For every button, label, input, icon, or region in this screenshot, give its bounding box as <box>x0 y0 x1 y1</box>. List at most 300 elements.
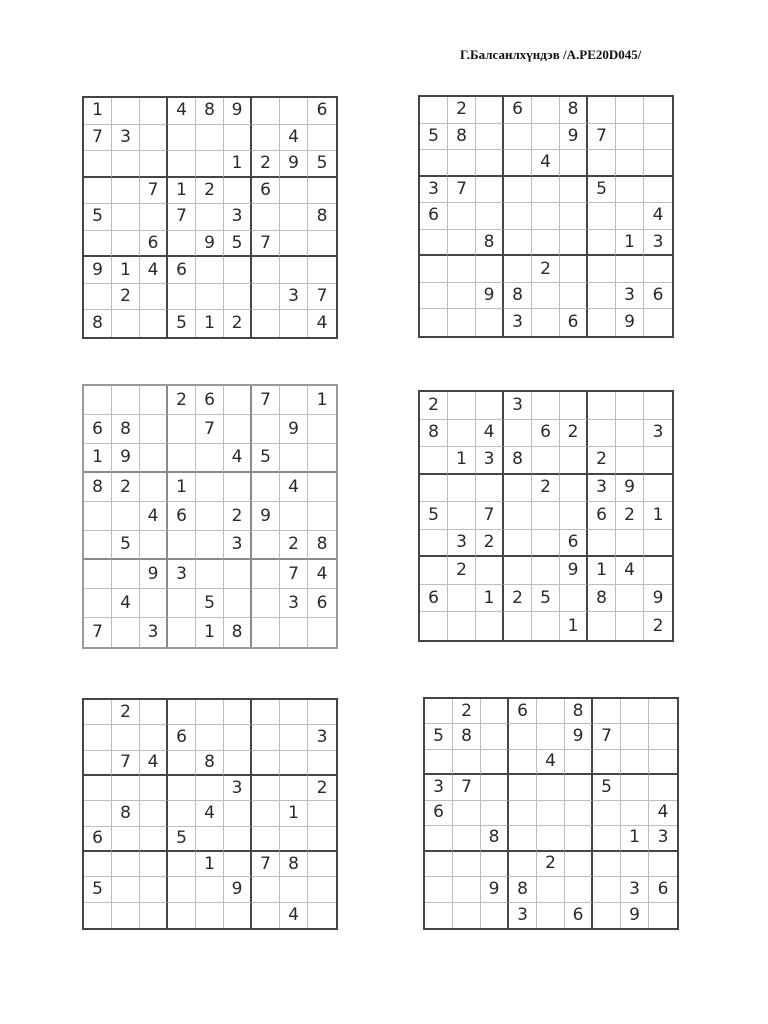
sudoku-cell <box>448 475 476 503</box>
sudoku-cell: 5 <box>252 444 280 473</box>
sudoku-cell <box>224 125 252 152</box>
sudoku-cell <box>84 386 112 415</box>
sudoku-cell: 9 <box>616 309 644 336</box>
sudoku-cell <box>448 283 476 310</box>
sudoku-cell: 2 <box>224 310 252 337</box>
sudoku-cell: 3 <box>504 392 532 420</box>
sudoku-cell <box>588 420 616 448</box>
sudoku-cell <box>84 589 112 618</box>
sudoku-cell: 8 <box>565 699 593 724</box>
sudoku-cell <box>280 751 308 776</box>
sudoku-cell <box>280 877 308 902</box>
sudoku-cell <box>196 725 224 750</box>
sudoku-cell <box>252 725 280 750</box>
sudoku-cell <box>560 177 588 204</box>
sudoku-cell <box>84 502 112 531</box>
sudoku-cell: 8 <box>224 618 252 647</box>
sudoku-cell: 9 <box>280 151 308 178</box>
sudoku-cell <box>504 230 532 257</box>
sudoku-cell <box>308 257 336 284</box>
sudoku-cell: 6 <box>168 257 196 284</box>
sudoku-cell: 3 <box>476 447 504 475</box>
sudoku-cell <box>252 310 280 337</box>
sudoku-cell <box>140 877 168 902</box>
sudoku-cell <box>112 903 140 928</box>
sudoku-cell: 6 <box>252 178 280 205</box>
sudoku-cell: 6 <box>196 386 224 415</box>
sudoku-cell <box>560 283 588 310</box>
sudoku-cell <box>280 827 308 852</box>
sudoku-cell: 7 <box>588 124 616 151</box>
sudoku-cell: 5 <box>84 877 112 902</box>
sudoku-cell: 2 <box>224 502 252 531</box>
sudoku-cell: 8 <box>112 801 140 826</box>
sudoku-cell <box>448 230 476 257</box>
sudoku-cell: 8 <box>420 420 448 448</box>
sudoku-cell <box>252 700 280 725</box>
sudoku-cell: 2 <box>532 256 560 283</box>
sudoku-cell <box>168 618 196 647</box>
sudoku-cell <box>425 826 453 851</box>
sudoku-cell <box>168 444 196 473</box>
sudoku-cell <box>420 256 448 283</box>
sudoku-cell <box>140 415 168 444</box>
sudoku-cell: 5 <box>168 310 196 337</box>
sudoku-cell: 2 <box>420 392 448 420</box>
sudoku-cell <box>504 150 532 177</box>
sudoku-cell <box>453 801 481 826</box>
sudoku-cell <box>308 178 336 205</box>
sudoku-cell <box>649 903 677 928</box>
sudoku-cell <box>308 827 336 852</box>
sudoku-cell: 2 <box>196 178 224 205</box>
sudoku-cell: 4 <box>280 903 308 928</box>
sudoku-cell <box>280 231 308 258</box>
sudoku-cell: 1 <box>476 585 504 613</box>
sudoku-cell: 2 <box>560 420 588 448</box>
sudoku-cell: 7 <box>448 177 476 204</box>
sudoku-cell: 8 <box>84 310 112 337</box>
sudoku-cell <box>476 557 504 585</box>
sudoku-cell <box>560 585 588 613</box>
sudoku-cell <box>308 415 336 444</box>
sudoku-cell <box>588 150 616 177</box>
sudoku-cell <box>644 177 672 204</box>
sudoku-cell: 6 <box>84 827 112 852</box>
sudoku-cell <box>112 98 140 125</box>
sudoku-cell: 4 <box>316 313 328 334</box>
sudoku-cell <box>420 150 448 177</box>
sudoku-cell <box>84 231 112 258</box>
sudoku-cell: 7 <box>476 502 504 530</box>
sudoku-cell <box>252 877 280 902</box>
sudoku-cell <box>509 826 537 851</box>
sudoku-cell <box>252 801 280 826</box>
sudoku-cell <box>140 776 168 801</box>
sudoku-cell <box>196 473 224 502</box>
sudoku-cell <box>252 284 280 311</box>
sudoku-cell <box>532 124 560 151</box>
sudoku-cell: 6 <box>84 415 112 444</box>
sudoku-cell <box>425 903 453 928</box>
sudoku-cell <box>481 852 509 877</box>
sudoku-cell <box>593 903 621 928</box>
sudoku-cell <box>649 750 677 775</box>
sudoku-cell <box>621 801 649 826</box>
sudoku-cell <box>112 178 140 205</box>
sudoku-cell <box>532 203 560 230</box>
sudoku-cell: 3 <box>649 826 677 851</box>
sudoku-cell <box>420 230 448 257</box>
sudoku-cell <box>644 475 672 503</box>
sudoku-cell <box>140 827 168 852</box>
sudoku-cell <box>453 750 481 775</box>
sudoku-cell: 3 <box>644 230 672 257</box>
sudoku-cell <box>140 310 168 337</box>
sudoku-cell <box>84 560 112 589</box>
sudoku-cell <box>420 283 448 310</box>
sudoku-cell: 5 <box>532 585 560 613</box>
sudoku-cell <box>140 151 168 178</box>
sudoku-cell: 4 <box>476 420 504 448</box>
sudoku-cell <box>448 502 476 530</box>
sudoku-cell <box>588 97 616 124</box>
sudoku-cell: 9 <box>112 444 140 473</box>
sudoku-cell <box>616 447 644 475</box>
sudoku-cell: 3 <box>280 284 308 311</box>
sudoku-cell <box>224 852 252 877</box>
sudoku-cell <box>560 256 588 283</box>
sudoku-cell <box>252 827 280 852</box>
sudoku-cell <box>196 284 224 311</box>
sudoku-cell: 1 <box>308 386 336 415</box>
sudoku-cell: 9 <box>280 415 308 444</box>
sudoku-cell <box>252 257 280 284</box>
sudoku-cell <box>112 560 140 589</box>
sudoku-cell: 5 <box>196 589 224 618</box>
sudoku-cell <box>252 751 280 776</box>
sudoku-cell: 8 <box>476 230 504 257</box>
sudoku-cell <box>280 257 308 284</box>
sudoku-cell: 6 <box>425 801 453 826</box>
sudoku-cell <box>224 725 252 750</box>
sudoku-cell <box>252 531 280 560</box>
sudoku-cell <box>565 801 593 826</box>
sudoku-cell <box>140 125 168 152</box>
sudoku-cell <box>112 151 140 178</box>
sudoku-cell: 9 <box>560 557 588 585</box>
sudoku-cell <box>84 178 112 205</box>
sudoku-cell <box>224 178 252 205</box>
sudoku-cell: 2 <box>252 151 280 178</box>
sudoku-cell <box>196 444 224 473</box>
sudoku-cell <box>308 877 336 902</box>
sudoku-cell <box>532 612 560 640</box>
sudoku-cell <box>425 852 453 877</box>
sudoku-cell <box>308 700 336 725</box>
sudoku-cell <box>224 473 252 502</box>
sudoku-cell: 5 <box>308 151 336 178</box>
sudoku-cell: 4 <box>532 150 560 177</box>
sudoku-cell: 1 <box>168 473 196 502</box>
sudoku-cell: 4 <box>196 801 224 826</box>
sudoku-cell <box>448 203 476 230</box>
sudoku-cell: 6 <box>168 502 196 531</box>
sudoku-cell: 2 <box>537 852 565 877</box>
sudoku-cell <box>532 447 560 475</box>
sudoku-cell <box>504 177 532 204</box>
sudoku-cell <box>537 801 565 826</box>
sudoku-cell <box>168 284 196 311</box>
sudoku-cell: 1 <box>196 852 224 877</box>
sudoku-cell <box>280 776 308 801</box>
sudoku-cell <box>588 530 616 558</box>
sudoku-cell: 8 <box>453 724 481 749</box>
sudoku-cell: 7 <box>196 415 224 444</box>
sudoku-cell <box>224 589 252 618</box>
sudoku-cell <box>196 827 224 852</box>
sudoku-cell <box>224 801 252 826</box>
sudoku-cell <box>168 852 196 877</box>
sudoku-cell: 4 <box>280 125 308 152</box>
sudoku-cell: 7 <box>84 125 112 152</box>
sudoku-cell <box>644 97 672 124</box>
sudoku-cell <box>84 531 112 560</box>
sudoku-cell <box>593 826 621 851</box>
sudoku-cell: 3 <box>621 877 649 902</box>
sudoku-cell <box>644 124 672 151</box>
sudoku-cell: 3 <box>112 125 140 152</box>
sudoku-cell <box>481 775 509 800</box>
sudoku-cell <box>537 877 565 902</box>
sudoku-cell <box>649 775 677 800</box>
sudoku-cell: 8 <box>588 585 616 613</box>
sudoku-cell <box>448 585 476 613</box>
sudoku-cell: 8 <box>84 473 112 502</box>
sudoku-cell: 9 <box>565 724 593 749</box>
sudoku-cell: 1 <box>621 826 649 851</box>
sudoku-cell <box>476 124 504 151</box>
sudoku-cell <box>252 903 280 928</box>
sudoku-cell <box>588 283 616 310</box>
sudoku-cell: 2 <box>504 585 532 613</box>
sudoku-cell: 2 <box>588 447 616 475</box>
sudoku-cell: 4 <box>616 557 644 585</box>
sudoku-cell <box>644 309 672 336</box>
sudoku-cell <box>252 589 280 618</box>
sudoku-cell <box>420 309 448 336</box>
sudoku-cell: 2 <box>448 557 476 585</box>
sudoku-cell <box>112 827 140 852</box>
sudoku-cell <box>644 447 672 475</box>
sudoku-cell <box>252 415 280 444</box>
sudoku-cell <box>560 475 588 503</box>
sudoku-cell <box>621 699 649 724</box>
sudoku-cell: 8 <box>280 852 308 877</box>
sudoku-cell: 2 <box>112 700 140 725</box>
sudoku-cell <box>140 589 168 618</box>
sudoku-cell: 4 <box>224 444 252 473</box>
sudoku-cell: 9 <box>196 231 224 258</box>
sudoku-cell <box>504 475 532 503</box>
sudoku-cell <box>481 724 509 749</box>
sudoku-cell <box>196 877 224 902</box>
sudoku-cell: 8 <box>504 283 532 310</box>
sudoku-cell <box>168 877 196 902</box>
sudoku-cell: 6 <box>649 877 677 902</box>
sudoku-cell <box>140 852 168 877</box>
sudoku-cell <box>420 475 448 503</box>
sudoku-cell <box>112 618 140 647</box>
sudoku-cell: 6 <box>420 203 448 230</box>
sudoku-cell: 6 <box>504 97 532 124</box>
sudoku-cell <box>616 612 644 640</box>
sudoku-cell <box>280 725 308 750</box>
sudoku-cell: 8 <box>112 415 140 444</box>
sudoku-cell: 2 <box>168 386 196 415</box>
sudoku-cell <box>481 903 509 928</box>
sudoku-cell: 4 <box>140 751 168 776</box>
sudoku-cell <box>308 231 336 258</box>
sudoku-cell: 2 <box>448 97 476 124</box>
sudoku-cell <box>565 775 593 800</box>
sudoku-cell: 5 <box>425 724 453 749</box>
sudoku-cell <box>168 125 196 152</box>
sudoku-cell <box>644 557 672 585</box>
sudoku-cell <box>453 826 481 851</box>
sudoku-cell: 9 <box>644 585 672 613</box>
sudoku-cell <box>112 231 140 258</box>
sudoku-cell <box>224 903 252 928</box>
sudoku-cell <box>280 700 308 725</box>
sudoku-cell: 9 <box>224 98 252 125</box>
sudoku-cell <box>168 231 196 258</box>
sudoku-cell <box>588 230 616 257</box>
sudoku-cell <box>140 204 168 231</box>
sudoku-cell <box>621 852 649 877</box>
sudoku-cell <box>532 283 560 310</box>
sudoku-cell <box>481 801 509 826</box>
sudoku-cell <box>196 531 224 560</box>
sudoku-cell <box>616 585 644 613</box>
sudoku-cell <box>140 284 168 311</box>
sudoku-cell: 3 <box>425 775 453 800</box>
sudoku-cell <box>252 560 280 589</box>
sudoku-cell <box>196 560 224 589</box>
sudoku-puzzle-2 <box>418 95 674 338</box>
sudoku-cell: 5 <box>420 502 448 530</box>
sudoku-cell <box>84 903 112 928</box>
sudoku-cell <box>308 502 336 531</box>
document-header: Г.Балсанлхүндэв /A.PE20D045/ <box>460 47 642 62</box>
sudoku-cell: 6 <box>308 589 336 618</box>
sudoku-cell: 2 <box>476 530 504 558</box>
sudoku-cell <box>112 386 140 415</box>
sudoku-cell <box>420 97 448 124</box>
sudoku-cell <box>448 309 476 336</box>
sudoku-cell: 8 <box>504 447 532 475</box>
sudoku-cell: 9 <box>616 475 644 503</box>
sudoku-cell: 1 <box>196 618 224 647</box>
sudoku-cell <box>84 776 112 801</box>
sudoku-cell <box>565 877 593 902</box>
sudoku-cell <box>84 151 112 178</box>
sudoku-cell: 3 <box>420 177 448 204</box>
sudoku-cell: 7 <box>593 724 621 749</box>
sudoku-cell <box>476 203 504 230</box>
sudoku-cell <box>224 827 252 852</box>
sudoku-cell <box>504 420 532 448</box>
sudoku-cell: 9 <box>84 257 112 284</box>
sudoku-cell <box>196 903 224 928</box>
sudoku-cell: 8 <box>560 97 588 124</box>
sudoku-cell <box>453 903 481 928</box>
sudoku-cell <box>504 256 532 283</box>
sudoku-cell <box>308 473 336 502</box>
sudoku-cell <box>308 903 336 928</box>
sudoku-cell: 6 <box>532 420 560 448</box>
sudoku-cell: 3 <box>224 531 252 560</box>
sudoku-cell: 9 <box>476 283 504 310</box>
sudoku-cell <box>224 700 252 725</box>
sudoku-cell: 2 <box>280 531 308 560</box>
sudoku-cell <box>616 150 644 177</box>
sudoku-cell <box>280 618 308 647</box>
sudoku-cell: 8 <box>196 98 224 125</box>
sudoku-cell <box>308 125 336 152</box>
sudoku-cell: 1 <box>280 801 308 826</box>
sudoku-puzzle-5 <box>82 698 338 930</box>
sudoku-cell <box>84 751 112 776</box>
sudoku-cell <box>616 97 644 124</box>
sudoku-cell <box>593 877 621 902</box>
sudoku-cell <box>504 530 532 558</box>
sudoku-cell: 3 <box>224 204 252 231</box>
sudoku-cell <box>532 557 560 585</box>
sudoku-cell <box>308 852 336 877</box>
sudoku-cell <box>532 502 560 530</box>
sudoku-cell <box>560 502 588 530</box>
sudoku-cell <box>621 775 649 800</box>
sudoku-cell: 6 <box>588 502 616 530</box>
sudoku-cell <box>224 415 252 444</box>
sudoku-cell <box>112 502 140 531</box>
sudoku-cell <box>476 612 504 640</box>
sudoku-cell <box>112 877 140 902</box>
sudoku-cell <box>425 750 453 775</box>
sudoku-cell: 9 <box>621 903 649 928</box>
sudoku-cell: 6 <box>565 903 593 928</box>
sudoku-cell <box>84 700 112 725</box>
sudoku-cell <box>616 256 644 283</box>
sudoku-cell <box>280 444 308 473</box>
sudoku-cell: 8 <box>196 751 224 776</box>
sudoku-cell: 1 <box>168 178 196 205</box>
sudoku-cell: 4 <box>112 589 140 618</box>
sudoku-cell <box>224 284 252 311</box>
sudoku-cell <box>565 826 593 851</box>
sudoku-cell: 6 <box>168 725 196 750</box>
sudoku-cell: 1 <box>448 447 476 475</box>
sudoku-cell <box>112 310 140 337</box>
sudoku-cell <box>509 750 537 775</box>
sudoku-cell <box>196 204 224 231</box>
sudoku-cell <box>588 203 616 230</box>
sudoku-cell <box>425 699 453 724</box>
sudoku-cell <box>588 256 616 283</box>
sudoku-puzzle-6 <box>423 697 679 930</box>
sudoku-cell: 3 <box>616 283 644 310</box>
